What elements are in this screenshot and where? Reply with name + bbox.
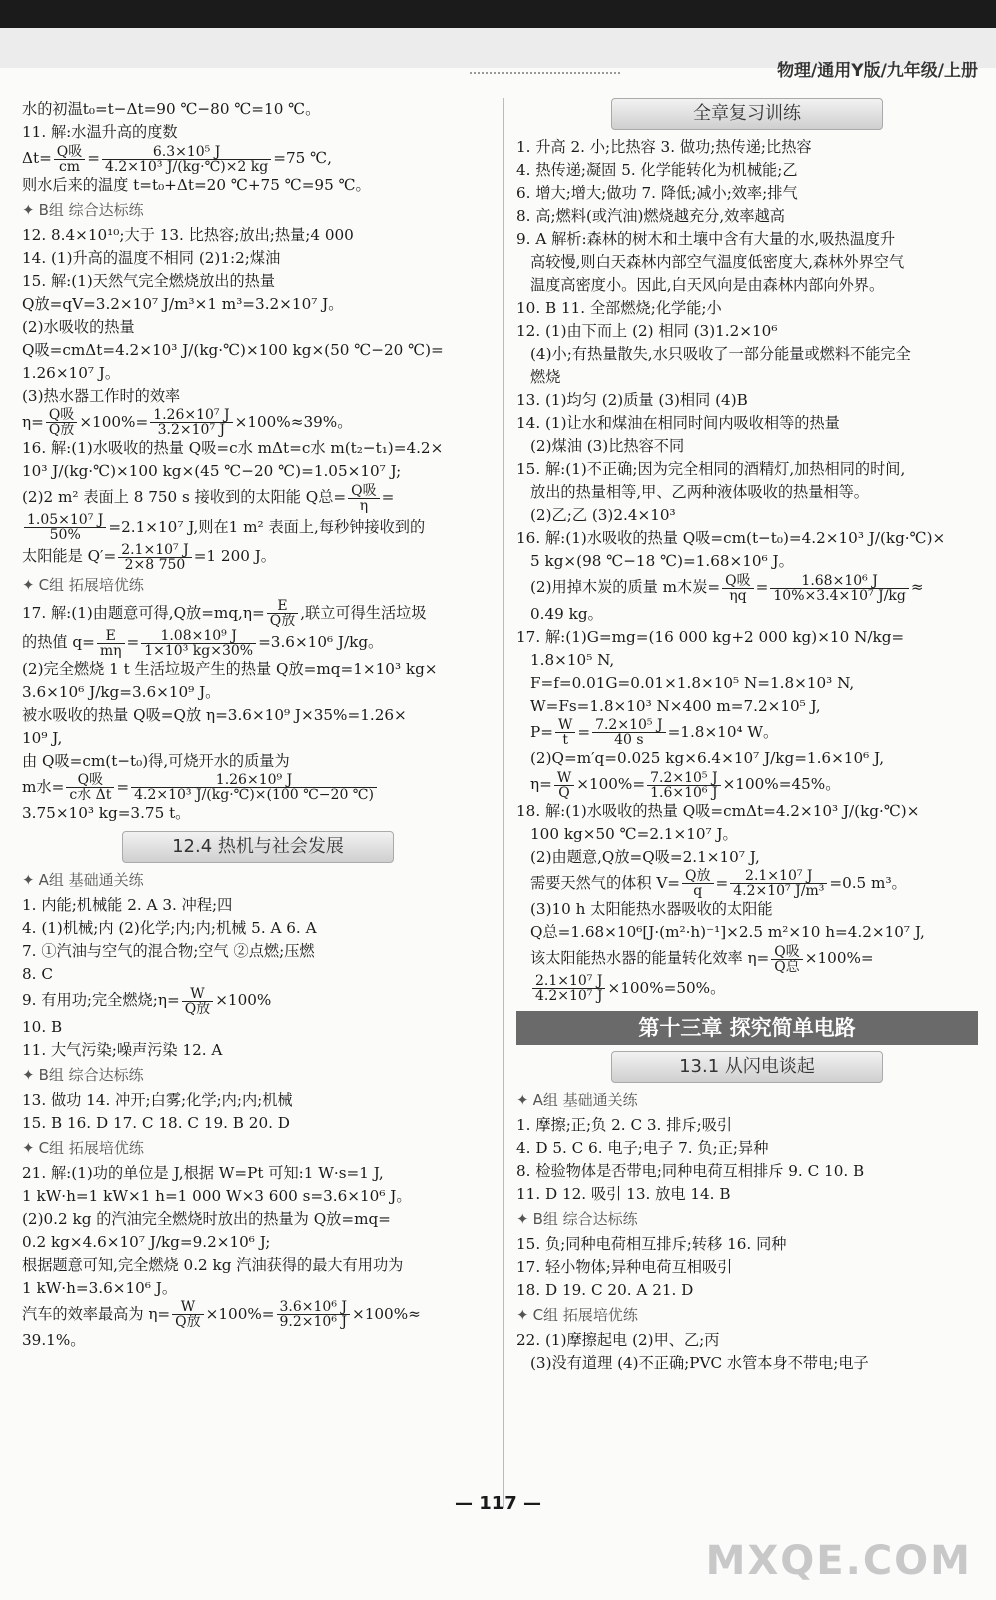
group-heading: ✦ C组 拓展培优练 bbox=[22, 1138, 144, 1157]
text-line: 10⁹ J, bbox=[22, 728, 63, 747]
group-heading: ✦ A组 基础通关练 bbox=[516, 1091, 638, 1109]
text-line: (3)10 h 太阳能热水器吸收的太阳能 bbox=[530, 900, 773, 918]
text-line: (2)0.2 kg 的汽油完全燃烧时放出的热量为 Q放=mq= bbox=[22, 1209, 391, 1228]
fraction: $\frac{E}{\text{Q放}}$ bbox=[267, 599, 298, 628]
formula-line: $\frac{\text{2.1×10⁷ J}}{\text{4.2×10⁷ J}}$ ×100%=50%。 bbox=[516, 974, 978, 1004]
text-line: 1. 升高 2. 小;比热容 3. 做功;热传递;比热容 bbox=[516, 138, 812, 156]
text-line: (3)热水器工作时的效率 bbox=[22, 386, 181, 405]
text-line: 15. 负;同种电荷相互排斥;转移 16. 同种 bbox=[516, 1235, 787, 1253]
header-dots bbox=[470, 72, 620, 74]
text-line: 18. D 19. C 20. A 21. D bbox=[516, 1281, 694, 1299]
star-icon: ✦ bbox=[22, 575, 35, 594]
text-line: 16. 解:(1)水吸收的热量 Q吸=c水 mΔt=c水 m(t₂−t₁)=4.2× bbox=[22, 439, 444, 457]
fraction: $\frac{\text{Q吸}}{\text{c水 Δt}}$ bbox=[66, 773, 114, 802]
page-number: — 117 — bbox=[454, 1493, 542, 1514]
chapter-banner: 第十三章 探究简单电路 bbox=[516, 1011, 978, 1045]
left-column bbox=[22, 98, 494, 1352]
fraction: $\frac{\text{Q吸}}{\text{Q放}}$ bbox=[46, 408, 77, 437]
text-line: Q总=1.68×10⁶[J·(m²·h)⁻¹]×2.5 m²×10 h=4.2×10⁷ J, bbox=[530, 923, 925, 941]
text-line: F=f=0.01G=0.01×1.8×10⁵ N=1.8×10³ N, bbox=[530, 673, 855, 692]
text-line: 12. (1)由下而上 (2) 相同 (3)1.2×10⁶ bbox=[516, 322, 778, 340]
text-line: 高较慢,则白天森林内部空气温度低密度大,森林外界空气 bbox=[530, 253, 905, 271]
section-banner: 13.1 从闪电谈起 bbox=[611, 1051, 883, 1083]
fraction: $\frac{\text{3.6×10⁶ J}}{\text{9.2×10⁶ J}}$ bbox=[277, 1300, 350, 1329]
fraction: $\frac{\text{Q吸}}{\text{Q总}}$ bbox=[771, 945, 802, 974]
formula-line: 汽车的效率最高为 η= $\frac{W}{\text{Q放}}$ ×100%= $\frac{\text{3.6×10⁶ J}}{\text{9.2×10⁶ J}}$ ×100%≈ bbox=[22, 1299, 421, 1330]
text-line: 燃烧 bbox=[530, 368, 561, 386]
fraction: $\frac{\text{1.08×10⁹ J}}{\text{1×10³ kg×30\%}}$ bbox=[141, 629, 256, 658]
text-line: 18. 解:(1)水吸收的热量 Q吸=cmΔt=4.2×10³ J/(kg·℃)× bbox=[516, 801, 920, 820]
watermark-logo: MXQE.COM bbox=[705, 1538, 972, 1584]
text-line: 11. 大气污染;噪声污染 12. A bbox=[22, 1040, 223, 1059]
text-line: 4. 热传递;凝固 5. 化学能转化为机械能;乙 bbox=[516, 161, 798, 179]
text-line: 1.8×10⁵ N, bbox=[530, 650, 615, 669]
formula-line: P= $\frac{W}{t}$ = $\frac{\text{7.2×10⁵ J}}{40 s}$ =1.8×10⁴ W。 bbox=[530, 717, 779, 748]
text-line: 被水吸收的热量 Q吸=Q放 η=3.6×10⁹ J×35%=1.26× bbox=[22, 705, 407, 724]
formula-line: $\frac{\text{1.05×10⁷ J}}{50\%}$ =2.1×10⁷ J,则在1 m² 表面上,每秒钟接收到的 bbox=[22, 513, 494, 543]
text-line: 17. 轻小物体;异种电荷互相吸引 bbox=[516, 1258, 733, 1276]
group-heading: ✦ C组 拓展培优练 bbox=[516, 1306, 638, 1324]
text-line: 3.6×10⁶ J/kg=3.6×10⁹ J。 bbox=[22, 682, 221, 701]
star-icon: ✦ bbox=[22, 200, 35, 219]
group-heading: ✦ B组 综合达标练 bbox=[22, 1065, 144, 1084]
text-line: 13. (1)均匀 (2)质量 (3)相同 (4)B bbox=[516, 391, 748, 409]
text-line: (2)由题意,Q放=Q吸=2.1×10⁷ J, bbox=[530, 847, 760, 866]
text-line: 10. B 11. 全部燃烧;化学能;小 bbox=[516, 299, 722, 317]
text-line: W=Fs=1.8×10³ N×400 m=7.2×10⁵ J, bbox=[530, 696, 821, 715]
text-line: Q放=qV=3.2×10⁷ J/m³×1 m³=3.2×10⁷ J。 bbox=[22, 294, 344, 313]
text-line: 7. ①汽油与空气的混合物;空气 ②点燃;压燃 bbox=[22, 942, 315, 960]
fraction: $\frac{E}{m\eta}$ bbox=[97, 629, 125, 658]
text-line: 11. D 12. 吸引 13. 放电 14. B bbox=[516, 1185, 731, 1203]
text-line: 1. 内能;机械能 2. A 3. 冲程;四 bbox=[22, 896, 233, 914]
text-line: 16. 解:(1)水吸收的热量 Q吸=cm(t−t₀)=4.2×10³ J/(kg·℃)× bbox=[516, 529, 946, 547]
fraction: $\frac{W}{\text{Q放}}$ bbox=[182, 987, 213, 1016]
fraction: $\frac{W}{t}$ bbox=[555, 718, 575, 747]
formula-line: m水= $\frac{\text{Q吸}}{\text{c水 Δt}}$ = $\frac{\text{1.26×10⁹ J}}{\text{4.2×10³ J/(kg·℃)×(100 ℃−20 ℃)}}$ bbox=[22, 773, 494, 803]
text-line: 由 Q吸=cm(t−t₀)得,可烧开水的质量为 bbox=[22, 751, 290, 770]
star-icon: ✦ bbox=[22, 1138, 35, 1157]
column-divider bbox=[503, 98, 504, 1508]
formula-line: η= $\frac{W}{Q}$ ×100%= $\frac{\text{7.2×10⁵ J}}{\text{1.6×10⁶ J}}$ ×100%=45%。 bbox=[530, 769, 841, 801]
text-line: 根据题意可知,完全燃烧 0.2 kg 汽油获得的最大有用功为 bbox=[22, 1255, 404, 1274]
formula-line: (2)用掉木炭的质量 m木炭= $\frac{\text{Q吸}}{\eta q}$ = $\frac{\text{1.68×10⁶ J}}{\text{10\%×3.4×10⁷ J/kg}}$ ≈ bbox=[530, 572, 924, 604]
formula-line: 9. 有用功;完全燃烧;η= $\frac{W}{\text{Q放}}$ ×100% bbox=[22, 985, 272, 1017]
star-icon: ✦ bbox=[516, 1091, 529, 1109]
star-icon: ✦ bbox=[516, 1306, 529, 1324]
text-line: 3.75×10³ kg=3.75 t。 bbox=[22, 804, 191, 822]
text-line: 6. 增大;增大;做功 7. 降低;减小;效率;排气 bbox=[516, 184, 798, 202]
fraction: $\frac{\text{Q吸}}{\eta q}$ bbox=[722, 574, 753, 603]
star-icon: ✦ bbox=[22, 871, 35, 889]
text-line: 17. 解:(1)G=mg=(16 000 kg+2 000 kg)×10 N/kg= bbox=[516, 627, 905, 646]
formula-line: 该太阳能热水器的能量转化效率 η= $\frac{\text{Q吸}}{\text{Q总}}$ ×100%= bbox=[530, 943, 874, 975]
fraction: $\frac{\text{6.3×10⁵ J}}{\text{4.2×10³ J/(kg·℃)×2 kg}}$ bbox=[102, 145, 271, 174]
text-line: 22. (1)摩擦起电 (2)甲、乙;丙 bbox=[516, 1331, 720, 1349]
text-line: 温度高密度小。因此,白天风向是由森林内部向外界。 bbox=[530, 276, 885, 294]
text-line: 100 kg×50 ℃=2.1×10⁷ J。 bbox=[530, 824, 738, 843]
text-line: 4. D 5. C 6. 电子;电子 7. 负;正;异种 bbox=[516, 1139, 769, 1157]
text-line: (2)乙;乙 (3)2.4×10³ bbox=[530, 506, 676, 524]
fraction: $\frac{\text{7.2×10⁵ J}}{\text{1.6×10⁶ J}}$ bbox=[647, 771, 720, 800]
text-line: 0.2 kg×4.6×10⁷ J/kg=9.2×10⁶ J; bbox=[22, 1232, 271, 1251]
text-line: 水的初温t₀=t−Δt=90 ℃−80 ℃=10 ℃。 bbox=[22, 100, 321, 118]
fraction: $\frac{\text{Q吸}}{\eta}$ bbox=[348, 484, 379, 513]
text-line: 15. 解:(1)天然气完全燃烧放出的热量 bbox=[22, 271, 276, 290]
text-line: 12. 8.4×10¹⁰;大于 13. 比热容;放出;热量;4 000 bbox=[22, 225, 354, 244]
text-line: (2)水吸收的热量 bbox=[22, 317, 135, 336]
formula-line: Δt= $\frac{\text{Q吸}}{cm}$ = $\frac{\text{6.3×10⁵ J}}{\text{4.2×10³ J/(kg·℃)×2 kg}}$ =75 ℃, bbox=[22, 143, 332, 175]
fraction: $\frac{W}{Q}$ bbox=[554, 771, 574, 800]
text-line: (3)没有道理 (4)不正确;PVC 水管本身不带电;电子 bbox=[530, 1354, 869, 1372]
text-line: 1 kW·h=1 kW×1 h=1 000 W×3 600 s=3.6×10⁶ J。 bbox=[22, 1186, 412, 1205]
group-heading: ✦ C组 拓展培优练 bbox=[22, 575, 144, 594]
text-line: 1 kW·h=3.6×10⁶ J。 bbox=[22, 1278, 178, 1297]
group-heading: ✦ B组 综合达标练 bbox=[516, 1210, 638, 1228]
page-header: 物理/通用Y版/九年级/上册 bbox=[777, 61, 978, 81]
fraction: $\frac{\text{1.26×10⁹ J}}{\text{4.2×10³ J/(kg·℃)×(100 ℃−20 ℃)}}$ bbox=[131, 773, 377, 802]
text-line: 14. (1)让水和煤油在相同时间内吸收相等的热量 bbox=[516, 414, 840, 432]
section-banner: 12.4 热机与社会发展 bbox=[122, 831, 394, 863]
text-line: 21. 解:(1)功的单位是 J,根据 W=Pt 可知:1 W·s=1 J, bbox=[22, 1163, 384, 1182]
text-line: (2)完全燃烧 1 t 生活垃圾产生的热量 Q放=mq=1×10³ kg× bbox=[22, 659, 438, 678]
text-line: 1. 摩擦;正;负 2. C 3. 排斥;吸引 bbox=[516, 1116, 733, 1134]
text-line: 9. A 解析:森林的树木和土壤中含有大量的水,吸热温度升 bbox=[516, 230, 896, 248]
fraction: $\frac{\text{1.68×10⁶ J}}{\text{10\%×3.4×10⁷ J/kg}}$ bbox=[770, 574, 909, 603]
top-border bbox=[0, 0, 996, 28]
text-line: 放出的热量相等,甲、乙两种液体吸收的热量相等。 bbox=[530, 483, 869, 501]
fraction: $\frac{\text{Q吸}}{cm}$ bbox=[54, 145, 85, 174]
text-line: 1.26×10⁷ J。 bbox=[22, 363, 121, 382]
text-line: (2)Q=m′q=0.025 kg×6.4×10⁷ J/kg=1.6×10⁶ J, bbox=[530, 749, 885, 767]
group-heading: ✦ A组 基础通关练 bbox=[22, 871, 144, 889]
formula-line: 太阳能是 Q′= $\frac{\text{2.1×10⁷ J}}{2\times 8 750}$ =1 200 J。 bbox=[22, 541, 276, 573]
text-line: (4)小;有热量散失,水只吸收了一部分能量或燃料不能完全 bbox=[530, 345, 911, 363]
text-line: (2)煤油 (3)比热容不同 bbox=[530, 437, 685, 455]
text-line: 39.1%。 bbox=[22, 1331, 86, 1349]
star-icon: ✦ bbox=[516, 1210, 529, 1228]
text-line: 0.49 kg。 bbox=[530, 604, 603, 623]
text-line: Q吸=cmΔt=4.2×10³ J/(kg·℃)×100 kg×(50 ℃−20 ℃)= bbox=[22, 340, 444, 359]
fraction: $\frac{\text{2.1×10⁷ J}}{\text{4.2×10⁷ J/m³}}$ bbox=[730, 869, 827, 898]
fraction: $\frac{\text{2.1×10⁷ J}}{\text{4.2×10⁷ J}}$ bbox=[532, 974, 605, 1003]
text-line: 8. C bbox=[22, 965, 53, 983]
formula-line: η= $\frac{\text{Q吸}}{\text{Q放}}$ ×100%= $\frac{\text{1.26×10⁷ J}}{\text{3.2×10⁷ J}}$ ×100%≈39%。 bbox=[22, 407, 353, 438]
text-line: 10³ J/(kg·℃)×100 kg×(45 ℃−20 ℃)=1.05×10⁷ J; bbox=[22, 462, 402, 480]
formula-line: (2)2 m² 表面上 8 750 s 接收到的太阳能 Q总= $\frac{\text{Q吸}}{\eta}$ = bbox=[22, 482, 395, 514]
section-banner: 全章复习训练 bbox=[611, 98, 883, 130]
text-line: 5 kg×(98 ℃−18 ℃)=1.68×10⁶ J。 bbox=[530, 552, 794, 570]
text-line: 则水后来的温度 t=t₀+Δt=20 ℃+75 ℃=95 ℃。 bbox=[22, 175, 371, 194]
fraction: $\frac{\text{7.2×10⁵ J}}{40 s}$ bbox=[592, 718, 665, 747]
group-heading: ✦ B组 综合达标练 bbox=[22, 200, 144, 219]
fraction: $\frac{W}{\text{Q放}}$ bbox=[172, 1300, 203, 1329]
text-line: 8. 检验物体是否带电;同种电荷互相排斥 9. C 10. B bbox=[516, 1162, 865, 1180]
text-line: 15. 解:(1)不正确;因为完全相同的酒精灯,加热相同的时间, bbox=[516, 460, 906, 478]
star-icon: ✦ bbox=[22, 1065, 35, 1084]
formula-line: 17. 解:(1)由题意可得,Q放=mq,η= $\frac{E}{\text{Q放}}$ ,联立可得生活垃圾 bbox=[22, 598, 427, 629]
text-line: 11. 解:水温升高的度数 bbox=[22, 123, 178, 141]
text-line: 15. B 16. D 17. C 18. C 19. B 20. D bbox=[22, 1113, 290, 1132]
fraction: $\frac{\text{1.05×10⁷ J}}{50\%}$ bbox=[24, 513, 106, 542]
text-line: 14. (1)升高的温度不相同 (2)1:2;煤油 bbox=[22, 248, 281, 267]
text-line: 13. 做功 14. 冲开;白雾;化学;内;内;机械 bbox=[22, 1090, 293, 1109]
text-line: 10. B bbox=[22, 1017, 63, 1036]
text-line: 8. 高;燃料(或汽油)燃烧越充分,效率越高 bbox=[516, 207, 785, 225]
fraction: $\frac{\text{2.1×10⁷ J}}{2\times 8 750}$ bbox=[118, 543, 191, 572]
right-column bbox=[516, 98, 978, 1375]
fraction: $\frac{\text{Q放}}{q}$ bbox=[682, 869, 713, 898]
formula-line: 的热值 q= $\frac{E}{m\eta}$ = $\frac{\text{1.08×10⁹ J}}{\text{1×10³ kg×30\%}}$ =3.6×10⁶ J/kg。 bbox=[22, 627, 384, 659]
text-line: 4. (1)机械;内 (2)化学;内;内;机械 5. A 6. A bbox=[22, 919, 317, 937]
fraction: $\frac{\text{1.26×10⁷ J}}{\text{3.2×10⁷ J}}$ bbox=[150, 408, 232, 437]
formula-line: 需要天然气的体积 V= $\frac{\text{Q放}}{q}$ = $\frac{\text{2.1×10⁷ J}}{\text{4.2×10⁷ J/m³}}$ =0.5 m³。 bbox=[530, 868, 907, 899]
